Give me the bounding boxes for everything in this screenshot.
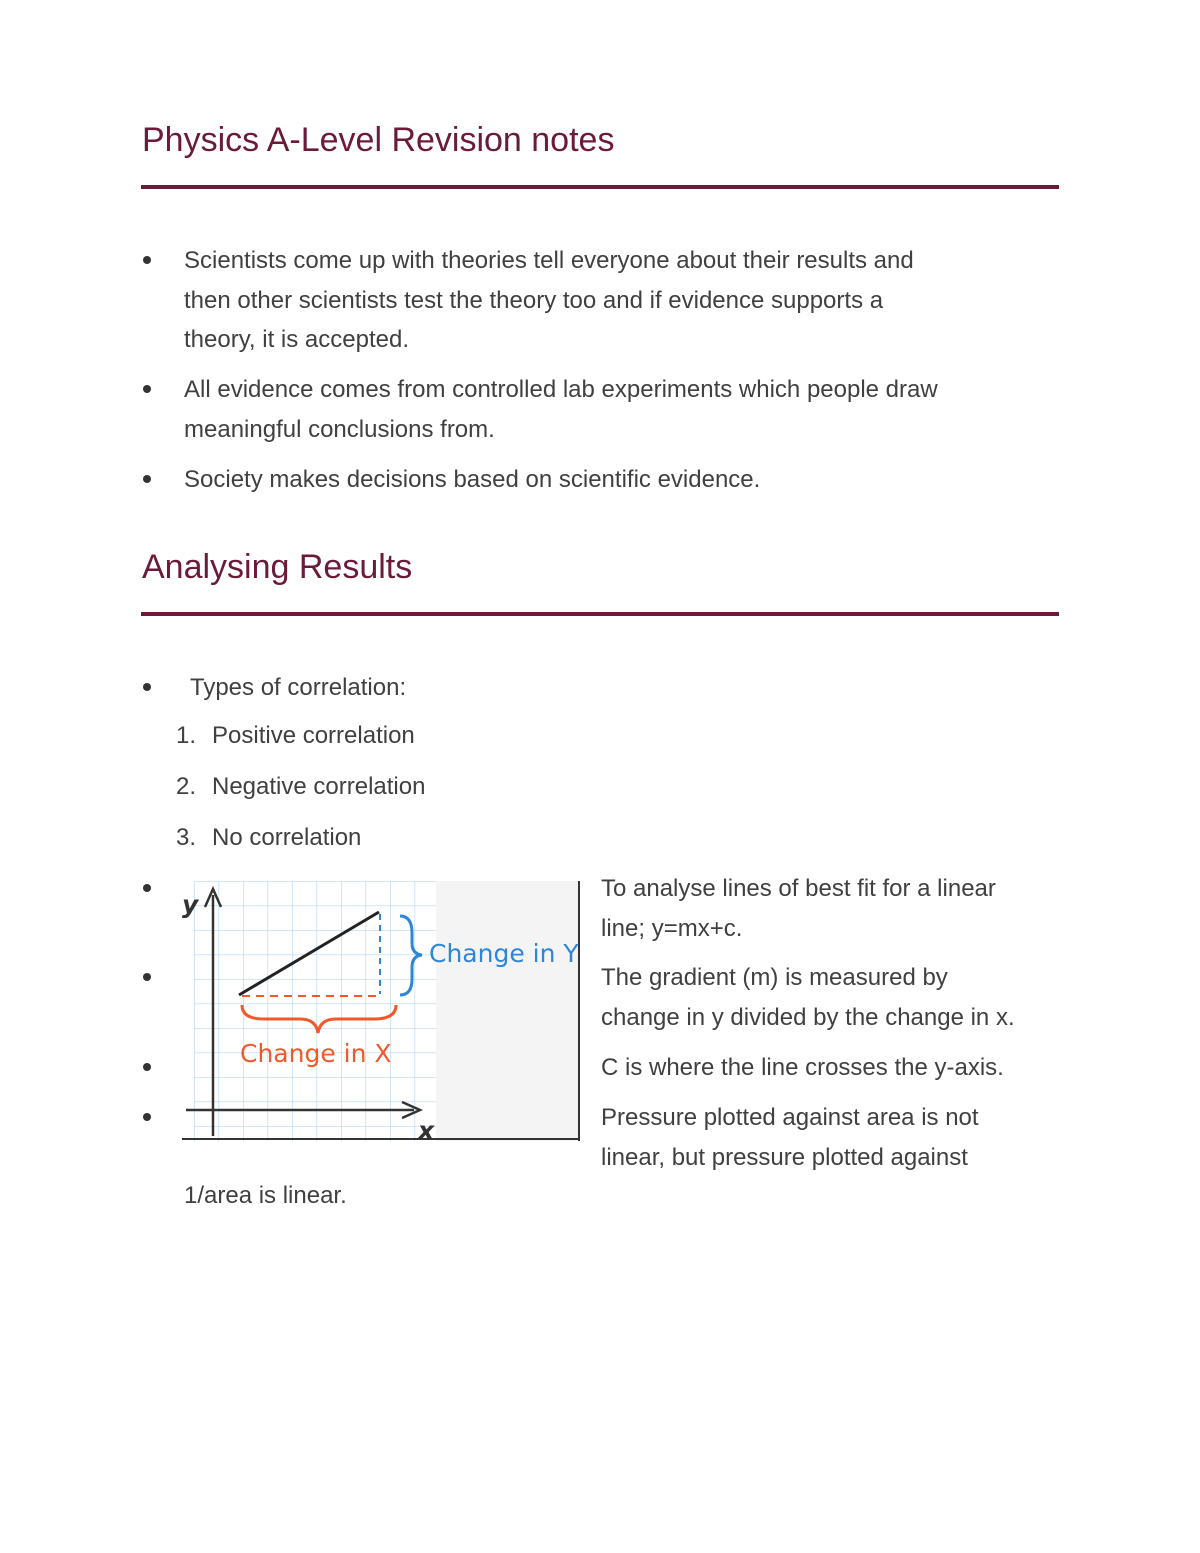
- list-number: 2.: [176, 773, 197, 800]
- bullet-dot: [143, 475, 151, 483]
- types-label: Types of correlation:: [190, 674, 407, 701]
- right-text-3: [601, 1048, 1004, 1088]
- checker-background: [436, 881, 580, 1141]
- bullet-dot: [143, 683, 151, 691]
- list-number: 1.: [176, 722, 197, 749]
- text-line: The gradient (m) is measured by: [601, 964, 948, 991]
- text-line: Scientists come up with theories tell everyone about their results and: [184, 247, 914, 274]
- text-line: then other scientists test the theory too and if evidence supports a: [184, 286, 884, 314]
- bullet-dot: [143, 1063, 151, 1071]
- grid-background: [194, 881, 436, 1141]
- text-line: change in y divided by the change in x.: [601, 1003, 1015, 1031]
- bullet-dot: [143, 884, 151, 892]
- bullet-text-1: [184, 241, 914, 360]
- list-item: Negative correlation: [212, 773, 426, 800]
- right-text-4: [601, 1098, 979, 1177]
- bullet-dot: [143, 385, 151, 393]
- gradient-diagram: [182, 881, 582, 1141]
- text-line: All evidence comes from controlled lab experiments which people draw: [184, 376, 938, 403]
- change-in-y-label: Change in Y: [429, 939, 579, 968]
- y-axis-label: y: [182, 890, 199, 919]
- text-line: To analyse lines of best fit for a linear: [601, 875, 996, 902]
- text-line: Society makes decisions based on scientific evidence.: [184, 466, 761, 493]
- gradient-diagram-svg: [182, 881, 582, 1141]
- section-heading: Analysing Results: [142, 548, 413, 586]
- right-text-2: [601, 958, 1015, 1037]
- text-line: line; y=mx+c.: [601, 914, 743, 942]
- text-line: linear, but pressure plotted against: [601, 1143, 968, 1171]
- text-line: C is where the line crosses the y-axis.: [601, 1054, 1004, 1081]
- x-axis-label: x: [418, 1116, 435, 1141]
- text-line: theory, it is accepted.: [184, 326, 409, 353]
- list-item: Positive correlation: [212, 722, 415, 749]
- right-text-1: [601, 869, 996, 948]
- title-divider: [141, 185, 1059, 189]
- change-in-x-label: Change in X: [240, 1039, 392, 1068]
- bullet-text-3: [184, 460, 760, 500]
- bullet-text-2: [184, 370, 938, 449]
- continuation-text: 1/area is linear.: [184, 1182, 347, 1209]
- bullet-dot: [143, 1113, 151, 1121]
- bullet-dot: [143, 256, 151, 264]
- bullet-dot: [143, 973, 151, 981]
- page-title: Physics A-Level Revision notes: [142, 121, 615, 159]
- text-line: Pressure plotted against area is not: [601, 1104, 979, 1131]
- list-number: 3.: [176, 824, 197, 851]
- text-line: meaningful conclusions from.: [184, 415, 495, 443]
- list-item: No correlation: [212, 824, 362, 851]
- section-divider: [141, 612, 1059, 616]
